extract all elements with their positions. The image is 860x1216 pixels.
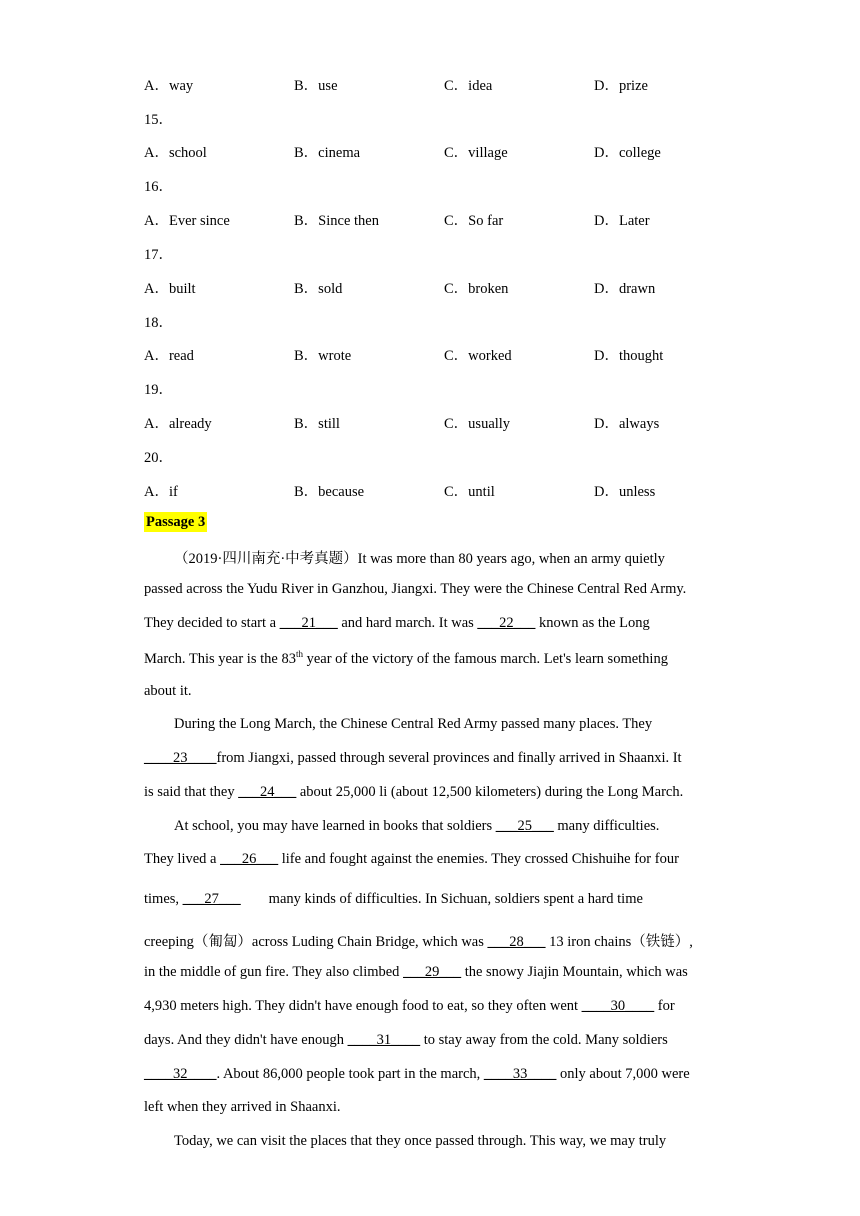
text-span: and hard march. It was <box>337 615 478 631</box>
paragraph-line: about it. <box>144 683 192 699</box>
paragraph-line <box>144 998 675 1015</box>
text-span: creeping（匍匐）across Luding Chain Bridge, which was <box>144 934 488 950</box>
blank-31: ____31____ <box>347 1032 421 1048</box>
blank-22: ___22___ <box>477 615 536 631</box>
text-span: the snowy Jiajin Mountain, which was <box>461 964 688 980</box>
option-c: C．until <box>444 484 495 500</box>
option-b: B．cinema <box>294 145 361 161</box>
text-span: about 25,000 li (about 12,500 kilometers) during the Long March. <box>296 784 684 800</box>
question-number: 20． <box>144 450 173 466</box>
question-number: 16． <box>144 179 173 195</box>
paragraph-line <box>144 615 650 632</box>
option-c: C．worked <box>444 348 512 364</box>
text-span: At school, you may have learned in books that soldiers <box>174 818 496 834</box>
option-c: C．broken <box>444 281 509 297</box>
option-a: A．if <box>144 484 178 500</box>
option-d: D．thought <box>594 348 664 364</box>
blank-32: ____32____ <box>144 1066 217 1082</box>
option-d: D．Later <box>594 213 650 229</box>
paragraph-line <box>174 818 659 835</box>
question-number: 19． <box>144 382 173 398</box>
option-c: C．village <box>444 145 508 161</box>
options-row-17 <box>0 277 860 299</box>
text-span: to stay away from the cold. Many soldiers <box>420 1032 668 1048</box>
question-number: 17． <box>144 247 173 263</box>
option-d: D．prize <box>594 78 648 94</box>
text-span: for <box>654 998 675 1014</box>
text-span: 13 iron chains（铁链）, <box>545 934 693 950</box>
paragraph-line <box>144 891 643 908</box>
option-a: A．already <box>144 416 212 432</box>
text-span: in the middle of gun fire. They also climbed <box>144 964 404 980</box>
question-number: 18． <box>144 315 173 331</box>
options-row-14 <box>0 74 860 96</box>
option-d: D．unless <box>594 484 656 500</box>
paragraph-line <box>144 851 679 868</box>
paragraph-line: （2019·四川南充·中考真题）It was more than 80 years ago, when an army quietly <box>174 551 665 567</box>
option-a: A．built <box>144 281 196 297</box>
options-row-16 <box>0 209 860 231</box>
option-a: A．way <box>144 78 194 94</box>
paragraph-line <box>144 750 682 767</box>
text-span: many difficulties. <box>553 818 660 834</box>
option-d: D．always <box>594 416 660 432</box>
text-span: from Jiangxi, passed through several provinces and finally arrived in Shaanxi. It <box>216 750 682 766</box>
option-b: B．Since then <box>294 213 379 229</box>
blank-25: ___25___ <box>495 818 554 834</box>
text-span: many kinds of difficulties. In Sichuan, soldiers spent a hard time <box>268 891 643 907</box>
blank-26: ___26___ <box>220 851 279 867</box>
text-span: March. This year is the 83 <box>144 650 296 667</box>
superscript: th <box>295 649 303 659</box>
option-c: C．So far <box>444 213 504 229</box>
blank-27: ___27___ <box>182 891 241 907</box>
blank-30: ____30____ <box>581 998 655 1014</box>
option-c: C．usually <box>444 416 511 432</box>
blank-24: ___24___ <box>238 784 297 800</box>
options-row-18 <box>0 344 860 366</box>
text-span: is said that they <box>144 784 239 800</box>
text-span: days. And they didn't have enough <box>144 1032 348 1048</box>
option-d: D．drawn <box>594 281 656 297</box>
paragraph-line: passed across the Yudu River in Ganzhou, Jiangxi. They were the Chinese Central Red Army. <box>144 581 687 597</box>
paragraph-line <box>144 964 688 981</box>
paragraph-line <box>144 1066 690 1083</box>
text-span: 4,930 meters high. They didn't have enough food to eat, so they often went <box>144 998 582 1014</box>
options-row-20 <box>0 480 860 502</box>
blank-33: ____33____ <box>483 1066 557 1082</box>
option-b: B．wrote <box>294 348 352 364</box>
paragraph-line: Today, we can visit the places that they once passed through. This way, we may truly <box>174 1133 667 1149</box>
text-span: life and fought against the enemies. They crossed Chishuihe for four <box>278 851 679 867</box>
options-row-19 <box>0 412 860 434</box>
text-span: They decided to start a <box>144 615 280 631</box>
blank-28: ___28___ <box>487 934 546 950</box>
text-span: year of the victory of the famous march. Let's learn something <box>302 650 668 667</box>
paragraph-line: left when they arrived in Shaanxi. <box>144 1099 341 1115</box>
text-span: only about 7,000 were <box>556 1066 690 1082</box>
option-b: B．still <box>294 416 340 432</box>
option-d: D．college <box>594 145 661 161</box>
option-c: C．idea <box>444 78 493 94</box>
option-b: B．use <box>294 78 338 94</box>
text-span: They lived a <box>144 851 221 867</box>
blank-21: ___21___ <box>279 615 338 631</box>
option-a: A．Ever since <box>144 213 230 229</box>
blank-29: ___29___ <box>403 964 462 980</box>
question-number: 15． <box>144 112 173 128</box>
paragraph-line <box>144 784 683 801</box>
paragraph-line <box>144 930 693 951</box>
option-b: B．sold <box>294 281 343 297</box>
option-b: B．because <box>294 484 365 500</box>
text-span: known as the Long <box>535 615 650 631</box>
options-row-15 <box>0 141 860 163</box>
option-a: A．read <box>144 348 194 364</box>
option-a: A．school <box>144 145 207 161</box>
text-span: . About 86,000 people took part in the march, <box>216 1066 484 1082</box>
text-span: times, <box>144 891 183 907</box>
paragraph-line <box>144 649 668 668</box>
passage-label: Passage 3 <box>146 514 206 530</box>
paragraph-line: During the Long March, the Chinese Central Red Army passed many places. They <box>174 716 653 732</box>
blank-23: ____23____ <box>144 750 217 766</box>
paragraph-line <box>144 1032 668 1049</box>
